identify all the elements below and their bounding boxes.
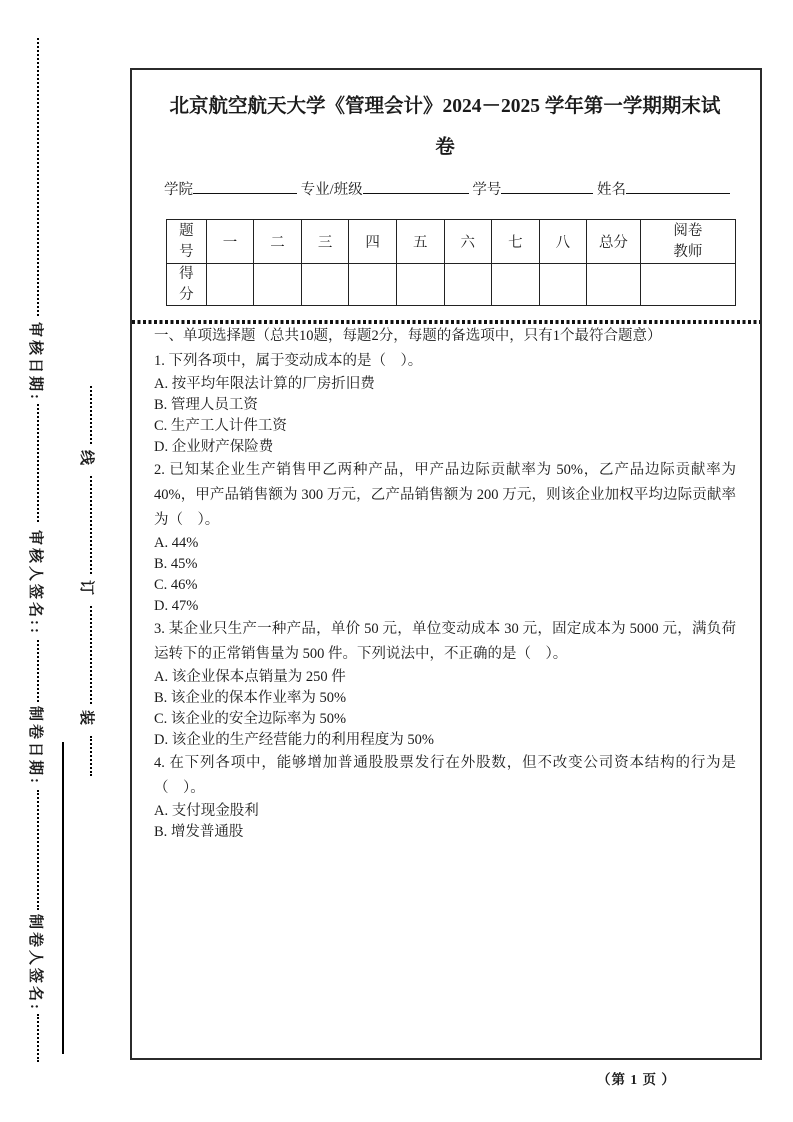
score-table-cell xyxy=(254,220,302,264)
margin-label-reviewer-signature: 审核人签名:: xyxy=(27,530,43,636)
score-empty-cell xyxy=(492,264,540,306)
question-3 xyxy=(154,617,736,751)
dotted-line xyxy=(90,606,92,704)
exam-title: 北京航空航天大学《管理会计》2024－2025 学年第一学期期末试卷 xyxy=(169,96,721,158)
score-table-header-row xyxy=(167,220,736,264)
major-class-blank xyxy=(363,179,469,194)
margin-rule xyxy=(62,742,64,1054)
question-option: D. 47% xyxy=(154,598,199,614)
question-option: C. 46% xyxy=(154,577,198,593)
score-table-cell xyxy=(492,220,540,264)
exam-content xyxy=(130,68,762,1060)
dotted-line xyxy=(90,476,92,574)
score-table-cell xyxy=(539,220,587,264)
score-table-cell xyxy=(349,220,397,264)
page-footer: （第 1 页 ） xyxy=(597,1072,676,1087)
cell-label: 五 xyxy=(412,235,428,251)
question-option: A. 该企业保本点销量为 250 件 xyxy=(154,669,346,685)
cell-label: 八 xyxy=(555,235,571,251)
score-row xyxy=(167,264,736,306)
question-option: A. 支付现金股利 xyxy=(154,803,259,819)
question-option: B. 该企业的保本作业率为 50% xyxy=(154,690,347,706)
cell-label: 四 xyxy=(365,235,380,251)
score-empty-cell xyxy=(539,264,587,306)
cell-label: 得分 xyxy=(179,266,194,303)
question-2 xyxy=(154,458,736,617)
score-table-cell xyxy=(301,220,349,264)
score-table-cell xyxy=(640,220,735,264)
info-label: 姓名 xyxy=(597,182,626,198)
score-empty-cell xyxy=(444,264,492,306)
student-id-blank xyxy=(501,179,593,194)
question-option: B. 45% xyxy=(154,556,198,572)
margin-label-maker-date: 制卷日期: xyxy=(27,706,43,786)
info-field-college xyxy=(164,178,297,199)
score-table-cell xyxy=(206,220,254,264)
score-empty-cell xyxy=(396,264,444,306)
info-field-major-class xyxy=(301,178,469,199)
cell-label: 三 xyxy=(317,235,333,251)
college-blank xyxy=(193,179,297,194)
question-stem: 4. 在下列各项中，能够增加普通股股票发行在外股数，但不改变公司资本结构的行为是（ ）。 xyxy=(154,755,736,796)
binding-char-xian: 线 xyxy=(78,450,94,466)
binding-char-ding: 订 xyxy=(78,580,94,596)
section-heading: 一、单项选择题（总共10题，每题2分，每题的备选项中，只有1个最符合题意） xyxy=(154,328,662,344)
score-table xyxy=(166,219,736,306)
cell-label: 二 xyxy=(270,235,285,251)
cell-label: 总分 xyxy=(598,235,628,251)
question-stem: 2. 已知某企业生产销售甲乙两种产品，甲产品边际贡献率为 50%，乙产品边际贡献率为 40%，甲产品销售额为 300 万元，乙产品销售额为 200 万元，则该企业加权平均边际贡献率为（ ）。 xyxy=(154,462,736,528)
score-empty-cell xyxy=(349,264,397,306)
info-field-student-id xyxy=(472,178,593,199)
question-option: D. 企业财产保险费 xyxy=(154,439,274,455)
info-label: 专业/班级 xyxy=(300,182,363,198)
dotted-line xyxy=(37,404,39,522)
question-option: B. 管理人员工资 xyxy=(154,397,258,413)
dotted-line xyxy=(37,790,39,910)
score-empty-cell xyxy=(301,264,349,306)
cell-label: 阅卷教师 xyxy=(673,223,703,260)
score-table-cell xyxy=(444,220,492,264)
question-4 xyxy=(154,751,736,843)
score-row-label-cell xyxy=(167,264,207,306)
cell-label: 一 xyxy=(222,235,238,251)
score-table-cell xyxy=(396,220,444,264)
score-empty-cell xyxy=(640,264,735,306)
margin-label-maker-signature: 制卷人签名: xyxy=(27,914,43,1012)
score-table-cell xyxy=(587,220,640,264)
question-option: D. 该企业的生产经营能力的利用程度为 50% xyxy=(154,732,434,748)
question-1 xyxy=(154,349,736,458)
info-label: 学院 xyxy=(164,182,193,198)
dotted-line xyxy=(37,1014,39,1062)
question-option: B. 增发普通股 xyxy=(154,824,244,840)
score-empty-cell xyxy=(254,264,302,306)
cell-label: 七 xyxy=(508,235,523,251)
score-empty-cell xyxy=(206,264,254,306)
question-option: A. 44% xyxy=(154,535,199,551)
question-option: C. 生产工人计件工资 xyxy=(154,418,287,434)
question-stem: 3. 某企业只生产一种产品，单价 50 元，单位变动成本 30 元，固定成本为 5000 元，满负荷运转下的正常销售量为 500 件。下列说法中，不正确的是（ ）。 xyxy=(154,621,736,662)
score-table-cell xyxy=(167,220,207,264)
student-info-line xyxy=(164,178,730,199)
question-stem: 1. 下列各项中，属于变动成本的是（ ）。 xyxy=(154,353,423,369)
dotted-line xyxy=(37,38,39,316)
dotted-line xyxy=(90,386,92,444)
cell-label: 六 xyxy=(460,235,476,251)
score-empty-cell xyxy=(587,264,640,306)
dotted-line xyxy=(37,640,39,702)
binding-char-zhuang: 装 xyxy=(78,710,94,726)
question-option: C. 该企业的安全边际率为 50% xyxy=(154,711,347,727)
margin-label-review-date: 审核日期: xyxy=(27,322,43,402)
info-field-name xyxy=(597,178,730,199)
question-option: A. 按平均年限法计算的厂房折旧费 xyxy=(154,376,375,392)
dotted-line xyxy=(90,736,92,776)
info-label: 学号 xyxy=(472,182,502,198)
name-blank xyxy=(626,179,730,194)
cell-label: 题号 xyxy=(179,223,194,260)
